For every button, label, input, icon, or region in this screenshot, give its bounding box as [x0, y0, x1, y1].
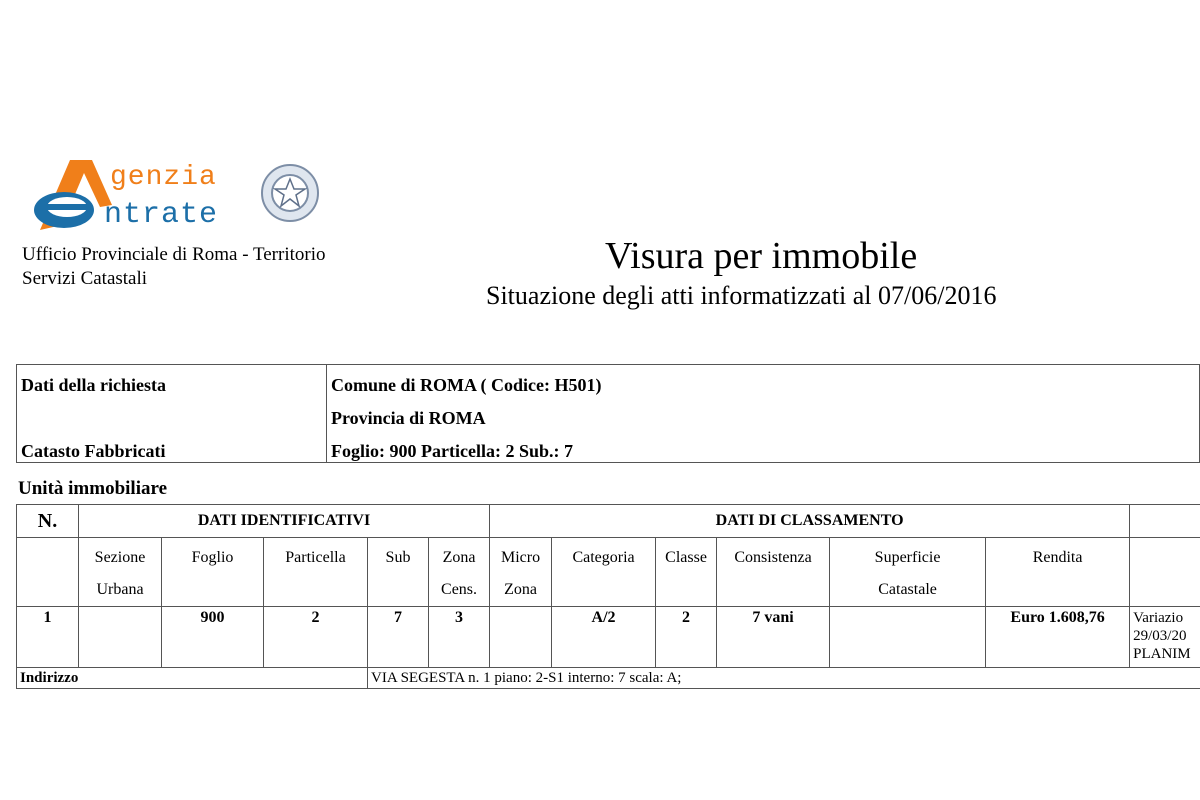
- subheader-sezione: [79, 538, 162, 607]
- cell-classe: 2: [656, 607, 717, 668]
- office-info: [22, 243, 325, 291]
- table-header-row: [17, 505, 1200, 538]
- subheader-superficie: [830, 538, 986, 607]
- logo-text-line1: genzia: [110, 162, 217, 193]
- request-data-label: Dati della richiesta: [21, 375, 166, 395]
- classamento-header: DATI DI CLASSAMENTO: [490, 505, 1130, 538]
- office-line2: Servizi Catastali: [22, 268, 148, 289]
- cell-sub: 7: [368, 607, 429, 668]
- foglio-value: Foglio: 900 Particella: 2 Sub.: 7: [331, 441, 573, 461]
- extra-header: [1130, 505, 1200, 538]
- subheader-extra: [1130, 538, 1200, 607]
- sezione-label: Sezione: [94, 549, 146, 566]
- subheader-zona: [429, 538, 490, 607]
- cell-zona: 3: [429, 607, 490, 668]
- request-table: [16, 364, 1200, 463]
- cell-sezione: [79, 607, 162, 668]
- comune-value: Comune di ROMA ( Codice: H501): [331, 375, 602, 395]
- subheader-sub: Sub: [368, 538, 429, 607]
- address-label: Indirizzo: [17, 668, 368, 689]
- cell-categoria: A/2: [552, 607, 656, 668]
- address-value: VIA SEGESTA n. 1 piano: 2-S1 interno: 7 scala: A;: [368, 668, 1200, 689]
- page-subtitle: Situazione degli atti informatizzati al 07/06/2016: [486, 281, 997, 310]
- extra-line3: PLANIM: [1133, 646, 1191, 662]
- subheader-categoria: Categoria: [552, 538, 656, 607]
- cell-superficie: [830, 607, 986, 668]
- urbana-label: Urbana: [96, 581, 144, 598]
- subheader-classe: Classe: [656, 538, 717, 607]
- logo-text-line2: ntrate: [104, 198, 219, 232]
- col-n-header: N.: [17, 505, 79, 538]
- subheader-n: [17, 538, 79, 607]
- page-title: Visura per immobile: [605, 235, 918, 277]
- zona2-label: Zona: [504, 581, 537, 598]
- request-values-cell: [327, 365, 1200, 463]
- cell-particella: 2: [264, 607, 368, 668]
- office-line1: Ufficio Provinciale di Roma - Territorio: [22, 244, 326, 265]
- cell-n: 1: [17, 607, 79, 668]
- unit-section-title: Unità immobiliare: [18, 478, 168, 499]
- subheader-micro: [490, 538, 552, 607]
- request-labels-cell: [17, 365, 327, 463]
- cell-micro: [490, 607, 552, 668]
- subheader-consistenza: Consistenza: [717, 538, 830, 607]
- subheader-rendita: Rendita: [986, 538, 1130, 607]
- cell-foglio: 900: [162, 607, 264, 668]
- unit-table: [16, 504, 1200, 689]
- address-row: [17, 668, 1200, 689]
- extra-line2: 29/03/20: [1133, 628, 1187, 644]
- catastale-label: Catastale: [878, 581, 937, 598]
- provincia-value: Provincia di ROMA: [331, 408, 486, 428]
- extra-line1: Variazio: [1133, 610, 1184, 626]
- micro-label: Micro: [500, 549, 541, 566]
- catasto-label: Catasto Fabbricati: [21, 441, 166, 461]
- cens-label: Cens.: [441, 581, 478, 598]
- cell-extra: [1130, 607, 1200, 668]
- cell-rendita: Euro 1.608,76: [986, 607, 1130, 668]
- table-subheader-row: [17, 538, 1200, 607]
- cell-consistenza: 7 vani: [717, 607, 830, 668]
- superficie-label: Superficie: [874, 549, 941, 566]
- table-row: [17, 607, 1200, 668]
- zona-label: Zona: [442, 549, 476, 566]
- subheader-particella: Particella: [264, 538, 368, 607]
- subheader-foglio: Foglio: [162, 538, 264, 607]
- identificativi-header: DATI IDENTIFICATIVI: [79, 505, 490, 538]
